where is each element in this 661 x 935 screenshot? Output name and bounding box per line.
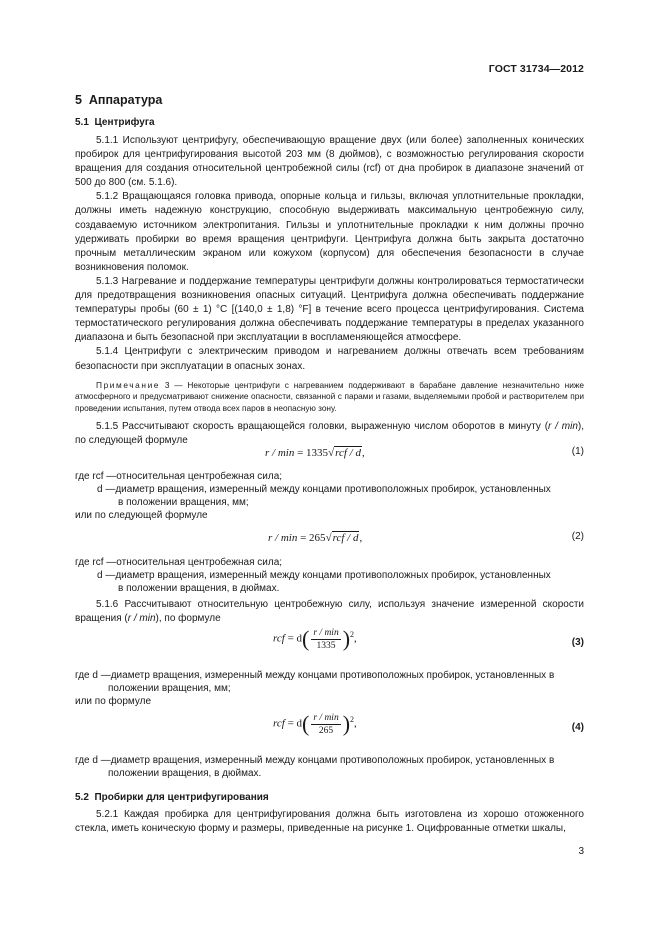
page-number: 3 [578,846,584,857]
definitions-4: где d — диаметр вращения, измеренный между концами противоположных пробирок, установленных в положении вращения, в дюймах. [75,755,555,779]
equation-number-3: (3) [571,637,584,648]
formula-2: r / min = 265√rcf / d, [268,532,363,544]
note-label: Примечание [96,379,161,390]
body-text-5-1-6 [75,598,584,626]
document-code: ГОСТ 31734—2012 [488,63,584,75]
definitions-3: где d — диаметр вращения, измеренный между концами противоположных пробирок, установленных в положении вращения, мм; или по формуле [75,670,555,707]
paragraph-5-1-4: 5.1.4 Центрифуги с электрическим приводом и нагреванием должны отвечать всем требованиям безопасности при эксплуатации в опасных зонах. [75,346,584,372]
paragraph-5-1-5: 5.1.5 Рассчитывают скорость вращающейся головки, выраженную числом оборотов в минуту (r / min), по следующей формуле [75,421,584,447]
paragraph-5-2-1: 5.2.1 Каждая пробирка для центрифугирования должна быть изготовлена из хорошо отожженного стекла, иметь коническую форму и размеры, приведенные на рисунке 1. Оцифрованные отметки шкалы, [75,809,584,835]
body-text-5-1 [75,134,584,449]
section-title: Аппаратура [88,93,163,107]
paragraph-5-1-3: 5.1.3 Нагревание и поддержание температуры центрифуги должны контролироваться термостатически для предотвращения возникновения опасных ситуаций. Центрифуга должна обеспечивать поддержание температуры пробы (60 ± 1) °С [(140,0 ± 1,8) °F] в течение всего процесса центрифугирования. Система термостатического регулирования должна обеспечивать поддержание температуры в пределах указанного диапазона и быть безопасной при эксплуатации в воспламеняющейся атмосфере. [75,275,584,344]
section-heading [75,93,162,107]
formula-4: rcf = d( $\frac{r / \min}{265}$ )$^2$, [273,711,357,736]
paragraph-5-1-2: 5.1.2 Вращающаяся головка привода, опорные кольца и гильзы, включая уплотнительные прокладки, должны иметь надежную конструкцию, способную выдерживать максимальную центробежную силу, создаваемую источником электропитания. Гильзы и уплотнительные прокладки к ним должны прочно удерживать пробирки во время вращения центрифуги. Центрифуга должна быть закрыта достаточно прочным металлическим экраном или кожухом (корпусом) для обеспечения безопасности в случае возникновения поломок. [75,191,584,273]
formula-3: rcf = d( $\frac{r / \min}{1335}$ )$^2$, [273,626,357,651]
paragraph-5-1-1: 5.1.1 Используют центрифугу, обеспечивающую вращение двух (или более) заполненных конических пробирок для центрифугирования высотой 203 мм (8 дюймов), с возможностью регулирования скорости вращения для создания относительной центробежной силы (rcf) от дна пробирок в диапазоне значений от 500 до 800 (см. 5.1.6). [75,135,584,189]
equation-number-4: (4) [571,722,584,733]
subsection-heading-5-1: 5.1 Центрифуга [75,117,155,128]
formula-1: r / min = 1335√rcf / d, [265,447,365,459]
note-text: 3 — Некоторые центрифуги с нагреванием поддерживают в барабане давление незначительно ниже атмосферного и предусматривают снижение опасности, связанной с парами и газами, выделяемыми пробой и растворителем при проведении испытания, путем отвода всех паров в неопасную зону. [75,379,584,413]
subsection-heading-5-2: 5.2 Пробирки для центрифугирования [75,792,269,803]
equation-number-2: (2) [571,531,584,542]
body-text-5-2 [75,808,584,836]
section-number: 5 [75,93,82,107]
paragraph-5-1-6: 5.1.6 Рассчитывают относительную центробежную силу, используя значение измеренной скорости вращения (r / min), по формуле [75,599,584,625]
definitions-2: где rcf — относительная центробежная сила; d — диаметр вращения, измеренный между концами противоположных пробирок, установленных в положении вращения, в дюймах. [75,557,551,594]
equation-number-1: (1) [571,446,584,457]
definitions-1: где rcf — относительная центробежная сила; d — диаметр вращения, измеренный между концами противоположных пробирок, установленных в положении вращения, мм; или по следующей формуле [75,471,551,521]
note-3 [75,380,584,415]
